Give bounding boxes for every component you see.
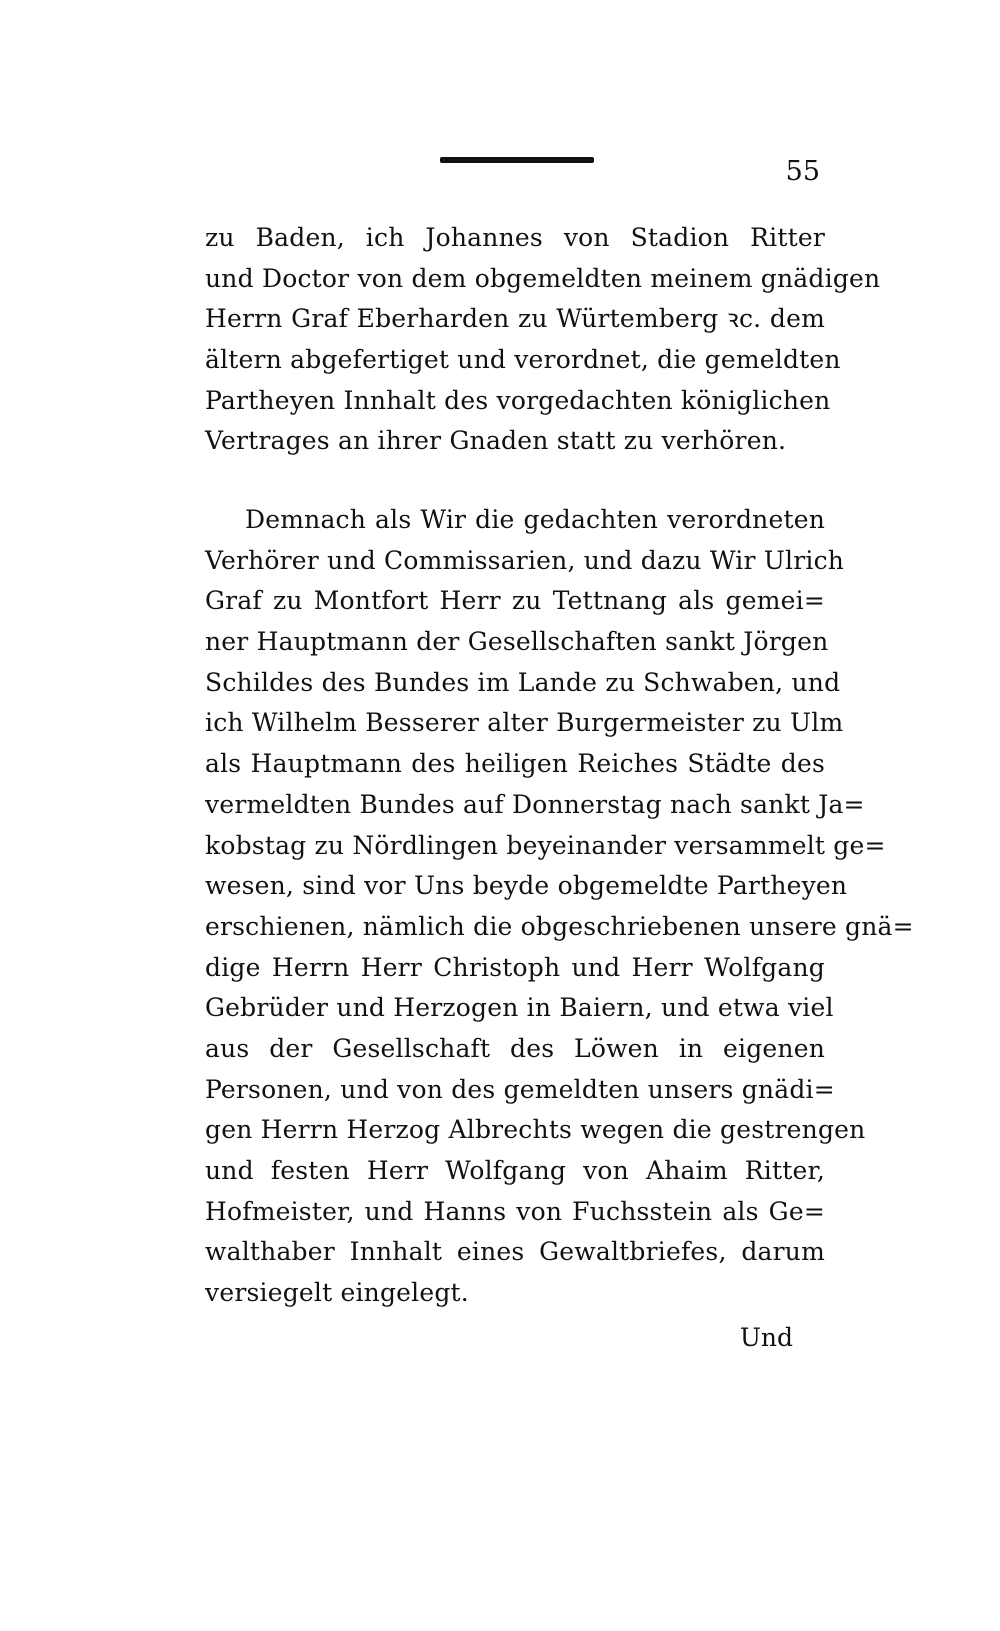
text-line: erschienen, nämlich die obgeschriebenen unsere gnä= [205, 911, 914, 941]
text-line: Vertrages an ihrer Gnaden statt zu verhören. [205, 426, 787, 456]
text-line: Hofmeister, und Hanns von Fuchsstein als Ge= [205, 1196, 825, 1226]
text-line: dige Herrn Herr Christoph und Herr Wolfgang [205, 952, 825, 982]
paragraph-2 [205, 500, 914, 1314]
text-line: Herrn Graf Eberharden zu Würtemberg ꝛc. dem [205, 304, 825, 334]
text-line: Gebrüder und Herzogen in Baiern, und etwa viel [205, 993, 834, 1023]
text-line: Demnach als Wir die gedachten verordneten [245, 505, 825, 534]
text-line: versiegelt eingelegt. [205, 1278, 469, 1308]
paragraph-1 [205, 218, 881, 462]
text-line: ältern abgefertiget und verordnet, die gemeldten [205, 345, 841, 375]
catchword: Und [739, 1323, 793, 1352]
text-line: zu Baden, ich Johannes von Stadion Ritter [205, 223, 825, 252]
text-line: Graf zu Montfort Herr zu Tettnang als gemei= [205, 586, 825, 616]
text-line: walthaber Innhalt eines Gewaltbriefes, darum [205, 1237, 825, 1267]
text-line: gen Herrn Herzog Albrechts wegen die gestrengen [205, 1115, 866, 1145]
text-line: Schildes des Bundes im Lande zu Schwaben, und [205, 667, 841, 697]
text-line: und Doctor von dem obgemeldten meinem gnädigen [205, 263, 881, 293]
text-line: Partheyen Innhalt des vorgedachten königlichen [205, 385, 831, 415]
text-line: Verhörer und Commissarien, und dazu Wir Ulrich [205, 545, 845, 575]
text-line: aus der Gesellschaft des Löwen in eigenen [205, 1033, 825, 1063]
text-line: ich Wilhelm Besserer alter Burgermeister zu Ulm [205, 708, 844, 738]
text-line: kobstag zu Nördlingen beyeinander versammelt ge= [205, 830, 886, 860]
text-line: ner Hauptmann der Gesellschaften sankt Jörgen [205, 627, 829, 657]
text-line: wesen, sind vor Uns beyde obgemeldte Partheyen [205, 871, 848, 901]
text-line: Personen, und von des gemeldten unsers gnädi= [205, 1074, 835, 1104]
page-number: 55 [785, 156, 820, 187]
text-line: als Hauptmann des heiligen Reiches Städte des [205, 749, 825, 779]
text-line: und festen Herr Wolfgang von Ahaim Ritter, [205, 1156, 825, 1185]
text-line: vermeldten Bundes auf Donnerstag nach sankt Ja= [205, 789, 865, 819]
header-rule [440, 157, 594, 163]
